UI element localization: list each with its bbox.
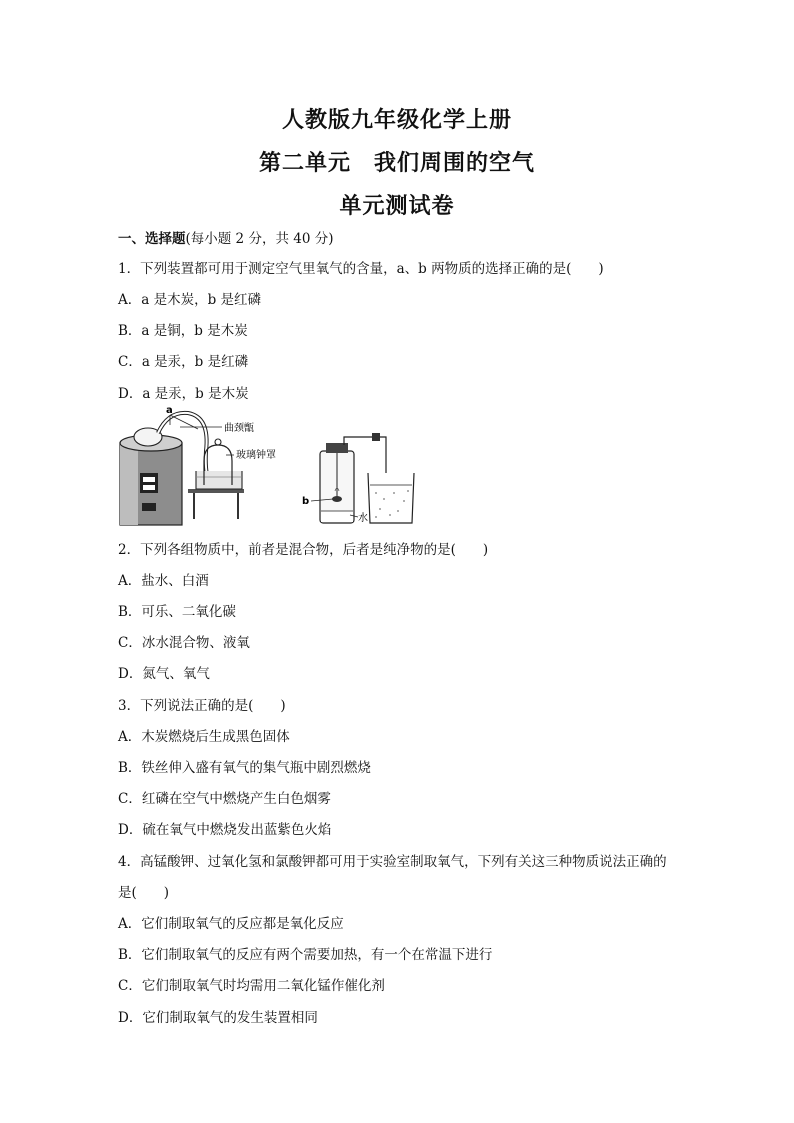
question-2-option-a: A．盐水、白酒 [118, 573, 209, 589]
question-1-option-d: D．a 是汞，b 是木炭 [118, 386, 249, 402]
question-1-stem: 1．下列装置都可用于测定空气里氧气的含量，a、b 两物质的选择正确的是( ) [118, 261, 604, 277]
question-4-stem: 4．高锰酸钾、过氧化氢和氯酸钾都可用于实验室制取氧气，下列有关这三种物质说法正确的 [118, 854, 667, 870]
apparatus-figure [118, 403, 418, 528]
question-3-option-c: C．红磷在空气中燃烧产生白色烟雾 [118, 791, 331, 807]
section-heading [118, 230, 698, 248]
lavoisier-apparatus [120, 405, 276, 525]
question-1-option-c: C．a 是汞，b 是红磷 [118, 354, 249, 370]
section-heading-label: 一、选择题 [118, 231, 186, 247]
question-4-option-b: B．它们制取氧气的反应有两个需要加热，有一个在常温下进行 [118, 947, 493, 963]
title-line-3: 单元测试卷 [339, 193, 455, 219]
question-4-option-d: D．它们制取氧气的发生装置相同 [118, 1010, 318, 1026]
red-phosphorus-apparatus [302, 433, 414, 524]
question-4-option-c: C．它们制取氧气时均需用二氧化锰作催化剂 [118, 978, 385, 994]
question-2-option-b: B．可乐、二氧化碳 [118, 604, 236, 620]
question-3-option-a: A．木炭燃烧后生成黑色固体 [118, 729, 290, 745]
question-3-stem: 3．下列说法正确的是( ) [118, 698, 286, 714]
label-b: b [302, 496, 310, 507]
section-heading-note: (每小题 2 分，共 40 分) [185, 231, 334, 247]
question-2-stem: 2．下列各组物质中，前者是混合物，后者是纯净物的是( ) [118, 542, 489, 558]
label-bell-jar: 玻璃钟罩 [236, 450, 276, 461]
question-4-stem-continued: 是( ) [118, 885, 170, 901]
question-2-option-d: D．氮气、氧气 [118, 666, 210, 682]
question-1-option-a: A．a 是木炭，b 是红磷 [118, 292, 262, 308]
title-line-2: 第二单元 我们周围的空气 [258, 150, 535, 176]
label-a: a [166, 405, 173, 416]
label-water: 水 [358, 513, 368, 524]
question-3-option-b: B．铁丝伸入盛有氧气的集气瓶中剧烈燃烧 [118, 760, 371, 776]
label-retort: 曲颈甑 [224, 423, 254, 434]
question-2-option-c: C．冰水混合物、液氧 [118, 635, 250, 651]
title-line-1: 人教版九年级化学上册 [281, 107, 512, 133]
question-1-option-b: B．a 是铜，b 是木炭 [118, 323, 248, 339]
question-3-option-d: D．硫在氧气中燃烧发出蓝紫色火焰 [118, 822, 332, 838]
question-4-option-a: A．它们制取氧气的反应都是氧化反应 [118, 916, 344, 932]
